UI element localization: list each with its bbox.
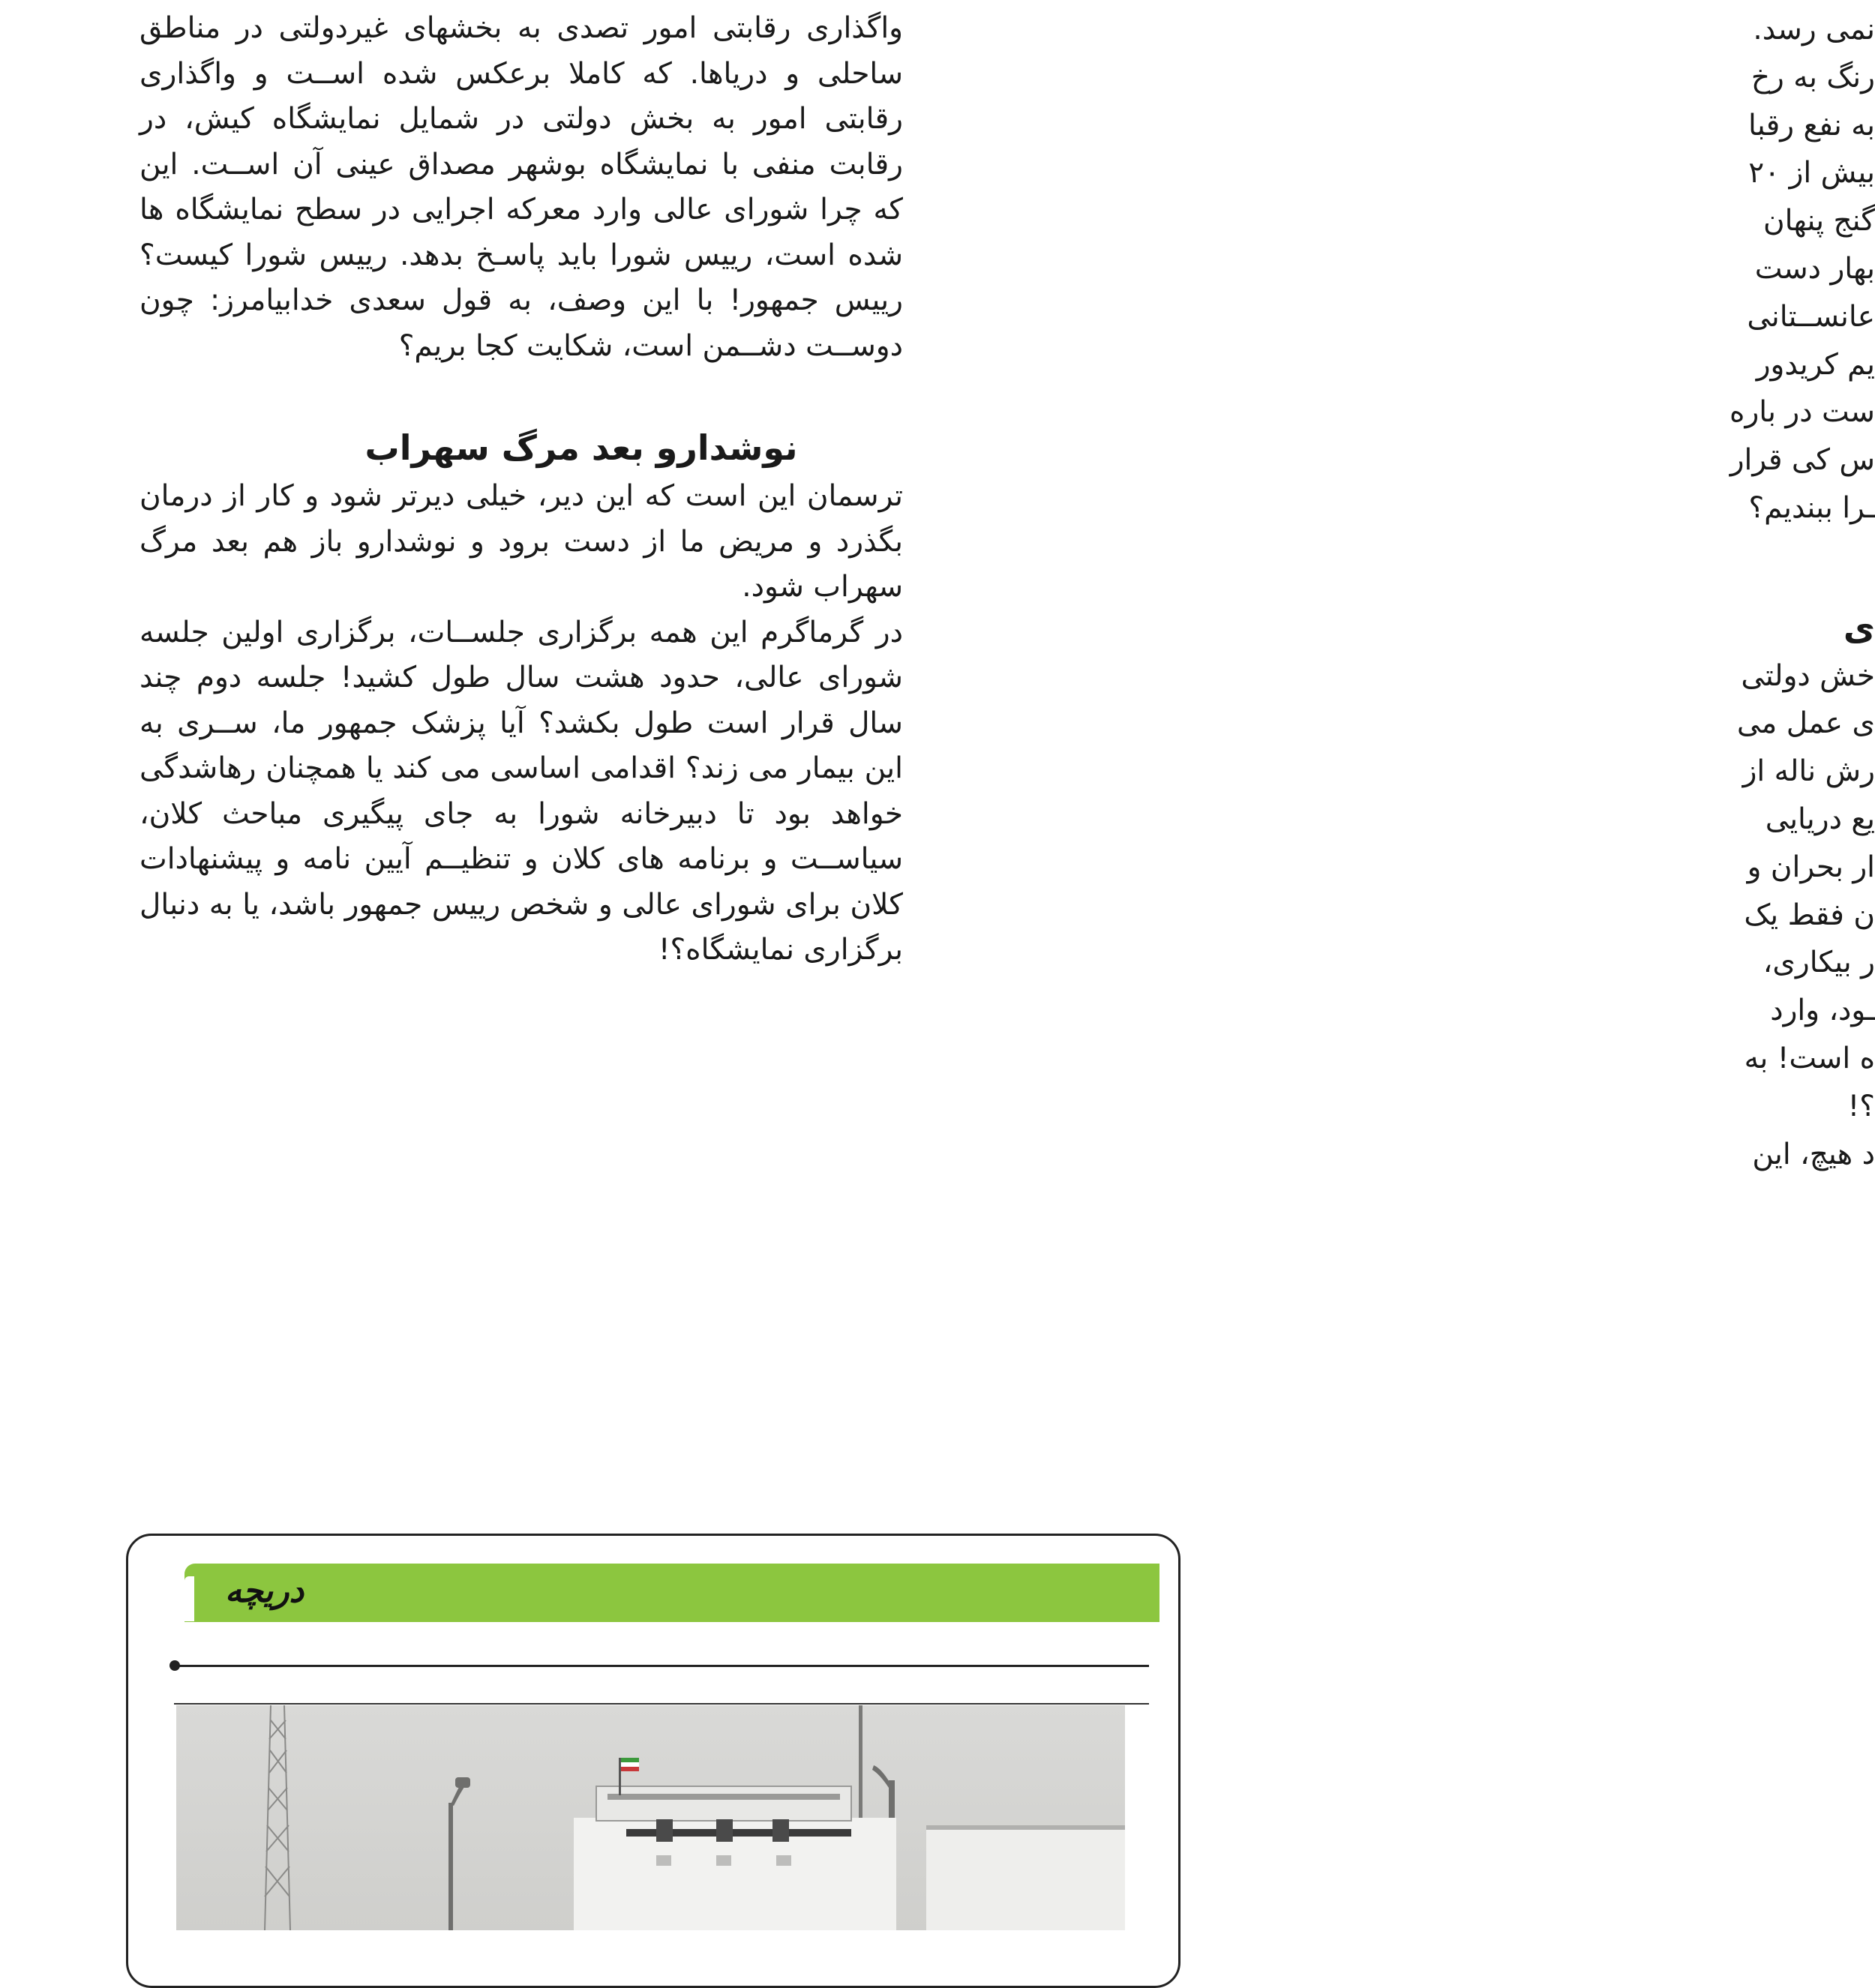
right-column-line: ه است! به xyxy=(1744,1041,1875,1075)
right-column-line: ر بیکاری، xyxy=(1762,946,1875,980)
right-column-line: عانســتانی xyxy=(1747,299,1875,334)
right-column-line: ـود، وارد xyxy=(1770,994,1875,1028)
right-column-line: ی xyxy=(1843,607,1875,648)
right-column-line: رنگ به رخ xyxy=(1750,60,1875,94)
article-right-column-cropped xyxy=(958,0,1875,1500)
section-heading: نوشدارو بعد مرگ سهراب xyxy=(364,427,798,468)
right-column-line: خش دولتی xyxy=(1741,658,1875,693)
right-column-line: رش ناله از xyxy=(1742,754,1875,789)
right-column-line: ـرا ببندیم؟ xyxy=(1748,490,1875,525)
right-column-line: بهار دست xyxy=(1754,251,1875,286)
right-column-text xyxy=(958,6,1875,1178)
port-photo xyxy=(176,1705,1125,1930)
article-paragraph: واگذاری رقابتی امور تصدی به بخشهای غیردولتی در مناطق ساحلی و دریاها. که کاملا برعکس شده اســت و واگذاری رقابتی امور به بخش دولتی در شمایل نمایشگاه کیش، در رقابت منفی با نمایشگاه بوشهر مصداق عینی آن اســت. این که چرا شورای عالی وارد معرکه اجرایی در سطح نمایشگاه ها شده است، رییس شورا باید پاسـخ بدهد. رییس شورا کیست؟ رییس جمهور! با این وصف، به قول سعدی خدابیامرز: چون دوســت دشــمن است، شکایت کجا بریم؟ xyxy=(140,11,903,363)
right-column-line: س کی قرار xyxy=(1730,443,1875,478)
sidebar-banner xyxy=(184,1564,1160,1622)
right-column-line: بیش از ۲۰ xyxy=(1748,156,1875,190)
banner-notch xyxy=(184,1576,194,1621)
article-main-column xyxy=(140,0,903,973)
right-column-line: د هیچ، این xyxy=(1752,1137,1875,1171)
right-column-line: ی عمل می xyxy=(1736,706,1875,741)
right-column-line: ست در باره xyxy=(1730,395,1875,430)
article-paragraph: ترسمان این است که این دیر، خیلی دیرتر شود و کار از درمان بگذرد و مریض ما از دست برود و نوشدارو باز هم بعد مرگ سهراب شود. xyxy=(140,479,903,604)
right-column-line: گنج پنهان xyxy=(1762,204,1875,238)
right-column-line: نمی رسد. xyxy=(1753,13,1875,46)
right-column-line xyxy=(958,532,1875,604)
sidebar-label: دریچه xyxy=(225,1572,304,1610)
divider-rule xyxy=(174,1703,1149,1705)
right-column-line: یم کریدور xyxy=(1756,347,1875,382)
right-column-line: ؟! xyxy=(1847,1089,1875,1123)
divider-rule xyxy=(174,1665,1149,1667)
article-paragraph: در گرماگرم این همه برگزاری جلســات، برگزاری اولین جلسه شورای عالی، حدود هشت سال طول کشید! جلسه دوم چند سال قرار است طول بکشد؟ آیا پزشک جمهور ما، ســری به این بیمار می زند؟ اقدامی اساسی می کند یا همچنان رهاشدگی خواهد بود تا دبیرخانه شورا به جای پیگیری مباحث کلان، سیاســت و برنامه های کلان و تنظیــم آیین نامه و پیشنهادات کلان برای شورای عالی و شخص رییس جمهور باشد، یا به دنبال برگزاری نمایشگاه؟! xyxy=(140,615,903,967)
right-column-line: ار بحران و xyxy=(1747,850,1875,884)
right-column-line: ن فقط یک xyxy=(1744,898,1875,932)
right-column-line: یع دریایی xyxy=(1765,802,1875,836)
right-column-line: به نفع رقبا xyxy=(1748,108,1875,142)
